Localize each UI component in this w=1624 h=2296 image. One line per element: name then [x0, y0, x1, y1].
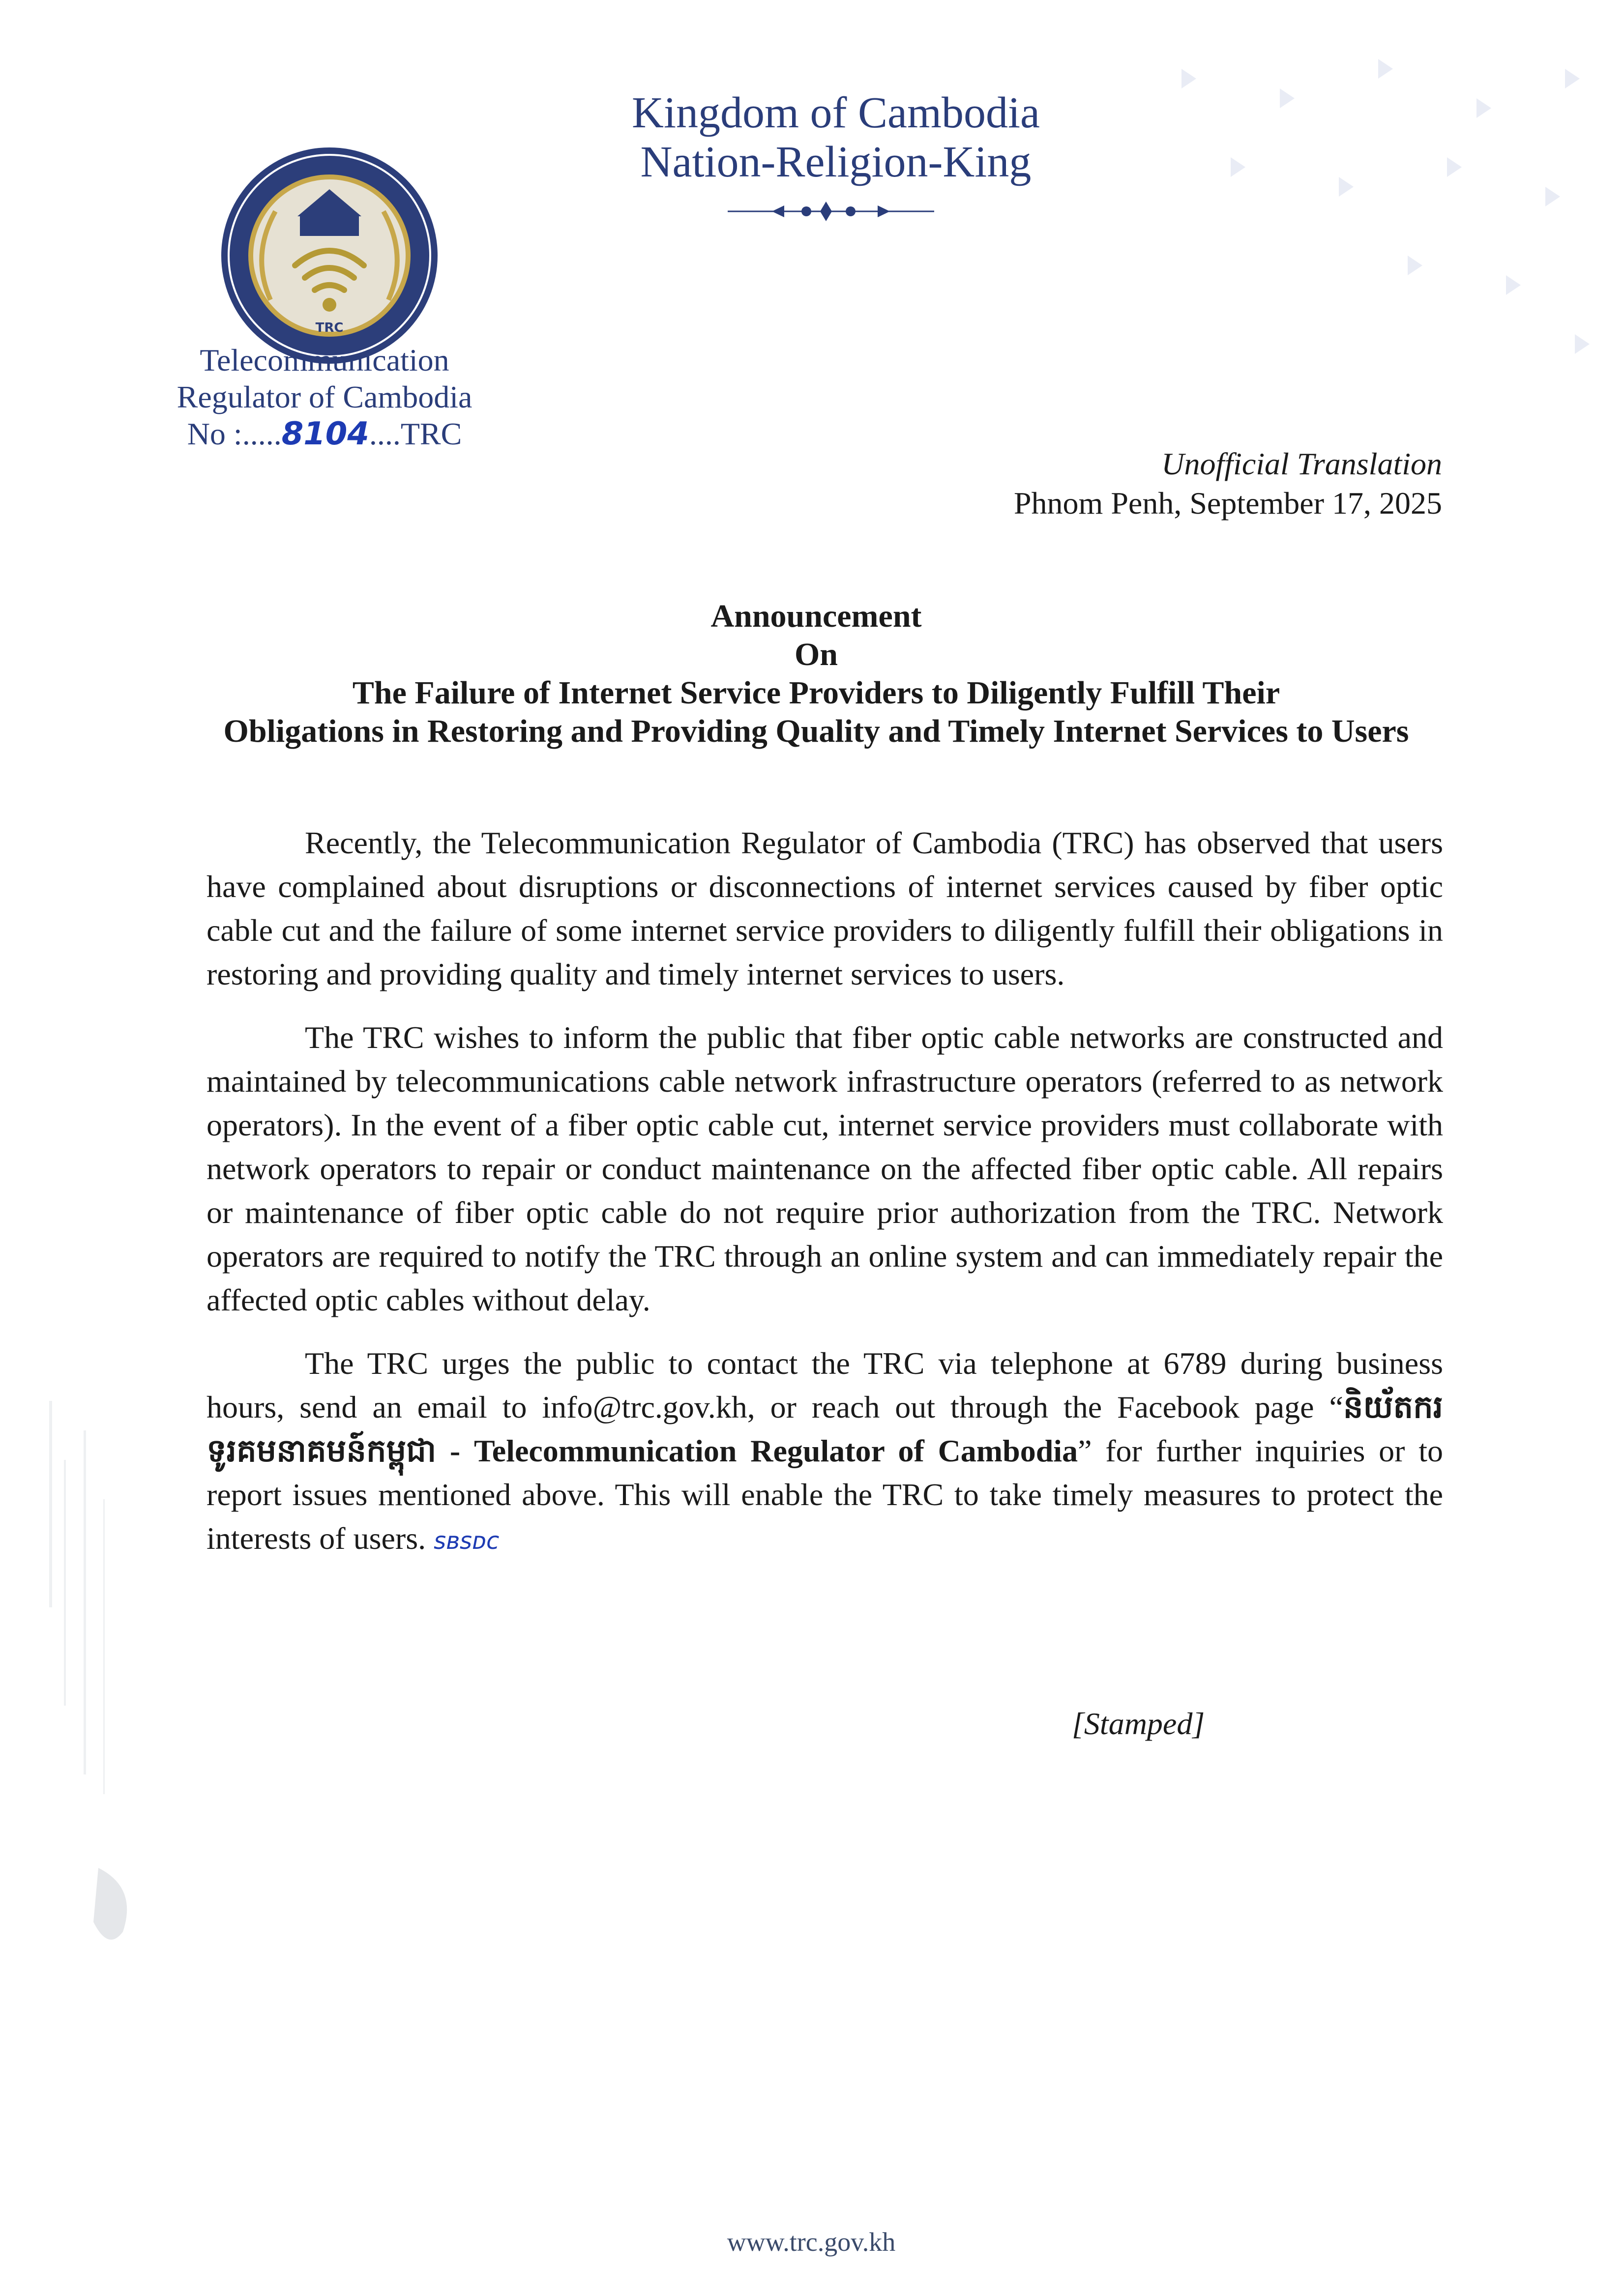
announcement-body — [207, 821, 1443, 1583]
announcement-title — [187, 597, 1446, 751]
paragraph-3-end: ” for further inquiries or to report issues mentioned above. This will enable the TRC to take timely measures to protect the interests of users. — [207, 1433, 1444, 1556]
facebook-page-name-khmer: និយ័តករទូរគមនាគមន៍កម្ពុជា — [207, 1390, 1443, 1468]
paragraph-1: Recently, the Telecommunication Regulator of Cambodia (TRC) has observed that users have complained about disruptions or disconnections of internet services caused by fiber optic cable cut and the failure of some internet service providers to diligently fulfill their obligations in restoring and providing quality and timely internet services to users. — [207, 825, 1443, 991]
scan-artifact — [39, 1401, 148, 2040]
header-ornament — [728, 194, 934, 229]
kingdom-name: Kingdom of Cambodia — [632, 88, 1040, 137]
footer-website: www.trc.gov.kh — [727, 2227, 896, 2257]
stamped-note: [Stamped] — [1072, 1706, 1205, 1741]
background-watermark — [1132, 29, 1624, 374]
motto: Nation-Religion-King — [640, 138, 1032, 186]
title-line3: The Failure of Internet Service Providers to Diligently Fulfill Their — [352, 675, 1280, 711]
place-date: Phnom Penh, September 17, 2025 — [1013, 486, 1442, 521]
title-line2: On — [794, 637, 838, 672]
paragraph-3-start: The TRC urges the public to contact the TRC via telephone at 6789 during business hours, send an email to info@trc.gov.kh, or reach out through the Facebook page “ — [207, 1346, 1443, 1424]
translation-note: Unofficial Translation — [1161, 446, 1442, 481]
title-line4: Obligations in Restoring and Providing Quality and Timely Internet Services to Users — [223, 713, 1409, 749]
header — [541, 88, 1131, 187]
handwritten-initials: ꜱʙꜱᴅᴄ — [434, 1527, 500, 1555]
paragraph-3 — [207, 1341, 1443, 1563]
trc-seal-logo — [216, 143, 443, 369]
agency-block — [148, 342, 502, 453]
title-line1: Announcement — [710, 598, 922, 634]
paragraph-2: The TRC wishes to inform the public that fiber optic cable networks are constructed and maintained by telecommunications cable network infrastructure operators (referred to as network operators). In the event of a fiber optic cable cut, internet service providers must collaborate with network operators to repair or conduct maintenance on the affected fiber optic cable. All repairs or maintenance of fiber optic cable do not require prior authorization from the TRC. Network operators are required to notify the TRC through an online system and can immediately repair the affected optic cables without delay. — [207, 1020, 1443, 1317]
reference-number — [148, 415, 502, 453]
svg-text:TRC: TRC — [315, 320, 344, 335]
facebook-page-name: - Telecommunication Regulator of Cambodia — [436, 1433, 1078, 1468]
reference-suffix: ....TRC — [369, 416, 462, 451]
reference-number-value: 8104 — [281, 416, 369, 452]
reference-prefix: No :..... — [187, 416, 282, 451]
agency-name-line2: Regulator of Cambodia — [177, 379, 472, 414]
agency-name-line1: Telecommunication — [200, 343, 449, 378]
